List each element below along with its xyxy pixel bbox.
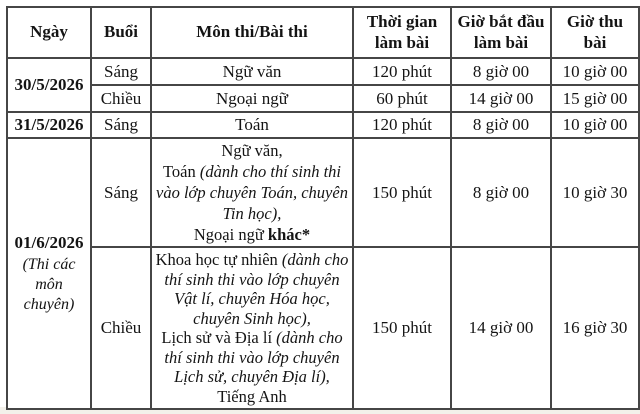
- cell-session: Sáng: [91, 58, 151, 85]
- cell-subject: Toán: [151, 112, 353, 138]
- date-text: 01/6/2026: [14, 233, 84, 253]
- cell-duration: 120 phút: [353, 58, 451, 85]
- subject-note: (dành cho thí sinh thi vào lớp chuyên Lịch sử, chuyên Địa lí),: [164, 328, 343, 386]
- header-date: Ngày: [7, 7, 91, 58]
- cell-session: Sáng: [91, 138, 151, 247]
- cell-start-time: 14 giờ 00: [451, 85, 551, 112]
- cell-start-time: 8 giờ 00: [451, 58, 551, 85]
- cell-collect-time: 15 giờ 00: [551, 85, 639, 112]
- exam-schedule-table: [6, 6, 640, 410]
- table-row: [7, 138, 639, 247]
- subject-note: (dành cho thí sinh thi vào lớp chuyên Vật lí, chuyên Hóa học, chuyên Sinh học),: [164, 250, 349, 328]
- cell-start-time: 8 giờ 00: [451, 112, 551, 138]
- cell-duration: 60 phút: [353, 85, 451, 112]
- cell-collect-time: 10 giờ 30: [551, 138, 639, 247]
- table-row: [7, 247, 639, 409]
- cell-start-time: 14 giờ 00: [451, 247, 551, 409]
- cell-subject: Ngoại ngữ: [151, 85, 353, 112]
- header-session: Buổi: [91, 7, 151, 58]
- cell-duration: 150 phút: [353, 138, 451, 247]
- header-start-time: Giờ bắt đầu làm bài: [451, 7, 551, 58]
- cell-date: 30/5/2026: [7, 58, 91, 112]
- subject-name: Lịch sử và Địa lí: [161, 328, 277, 347]
- date-note: (Thi các môn chuyên): [22, 255, 76, 313]
- cell-session: Chiều: [91, 85, 151, 112]
- subject-name: Toán: [162, 162, 200, 181]
- header-row: [7, 7, 639, 58]
- cell-session: Sáng: [91, 112, 151, 138]
- cell-subject: Ngữ văn: [151, 58, 353, 85]
- cell-collect-time: 16 giờ 30: [551, 247, 639, 409]
- table-row: [7, 85, 639, 112]
- cell-duration: 120 phút: [353, 112, 451, 138]
- subject-suffix: khác*: [267, 225, 311, 244]
- header-duration: Thời gian làm bài: [353, 7, 451, 58]
- subject-line: Tiếng Anh: [217, 386, 287, 406]
- cell-collect-time: 10 giờ 00: [551, 112, 639, 138]
- subject-name: Ngoại ngữ: [193, 225, 268, 244]
- subject-line: [155, 161, 349, 224]
- subject-line: [155, 328, 349, 387]
- header-subject: Môn thi/Bài thi: [151, 7, 353, 58]
- cell-start-time: 8 giờ 00: [451, 138, 551, 247]
- cell-date: [7, 138, 91, 409]
- cell-collect-time: 10 giờ 00: [551, 58, 639, 85]
- cell-date: 31/5/2026: [7, 112, 91, 138]
- cell-subject: [151, 138, 353, 247]
- subject-line: Ngữ văn,: [221, 141, 283, 160]
- cell-subject: [151, 247, 353, 409]
- table-row: [7, 112, 639, 138]
- cell-duration: 150 phút: [353, 247, 451, 409]
- table-row: [7, 58, 639, 85]
- subject-note: (dành cho thí sinh thi vào lớp chuyên Toán, chuyên Tin học),: [156, 162, 348, 223]
- cell-session: Chiều: [91, 247, 151, 409]
- subject-line: [155, 250, 349, 328]
- subject-name: Khoa học tự nhiên: [155, 250, 282, 269]
- subject-line: [155, 224, 349, 245]
- header-collect-time: Giờ thu bài: [551, 7, 639, 58]
